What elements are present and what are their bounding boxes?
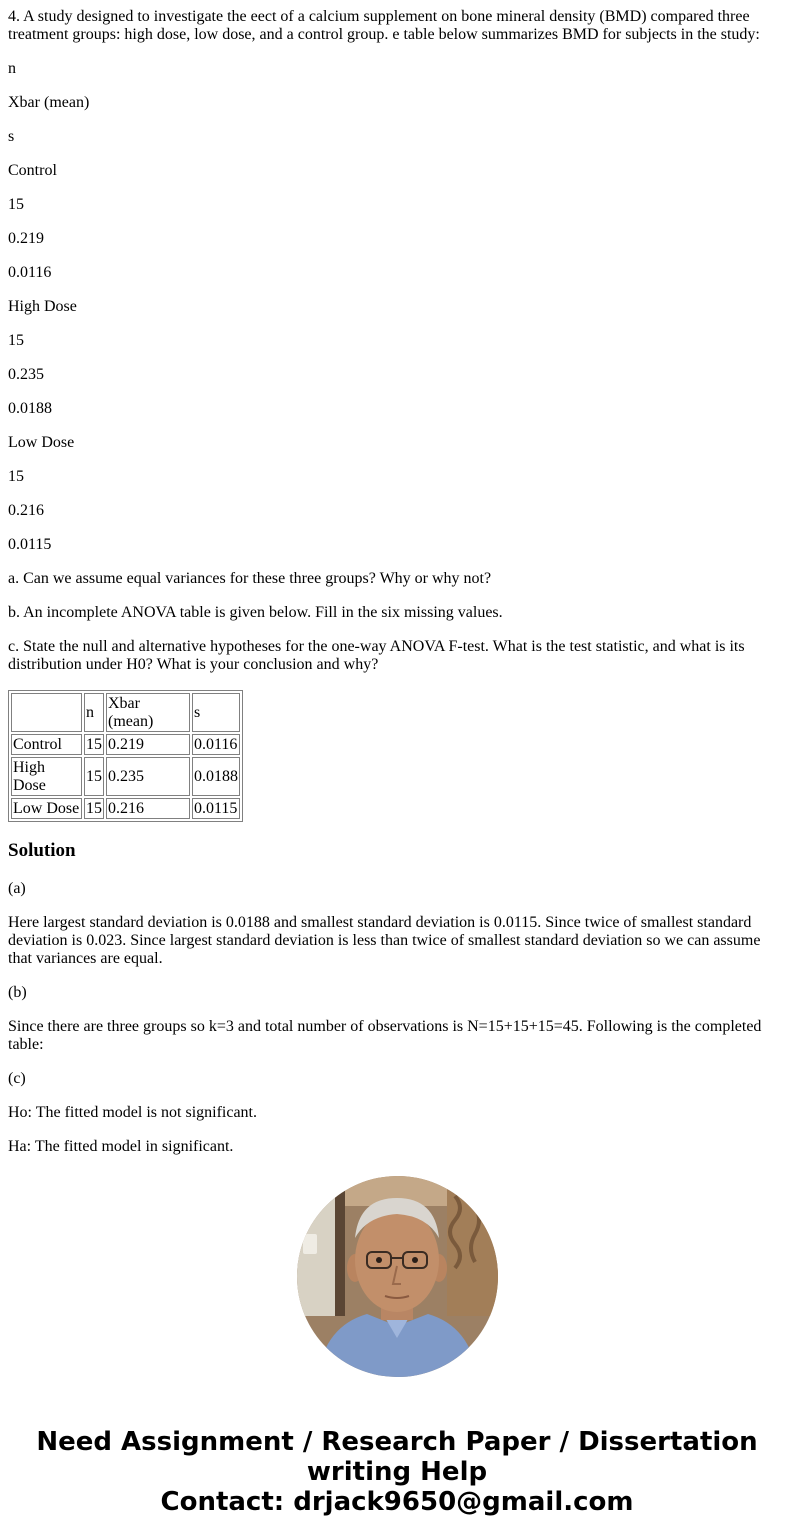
table-header-row: [11, 693, 240, 732]
table-cell: High Dose: [11, 757, 82, 796]
question-intro: 4. A study designed to investigate the eect of a calcium supplement on bone mineral density (BMD) compared three treatment groups: high dose, low dose, and a control group. e table below summarizes BMD for subjects in the study:: [8, 8, 760, 43]
table-cell: 15: [86, 736, 102, 753]
flat-line: 0.216: [8, 502, 44, 519]
table-header-cell: Xbar (mean): [106, 693, 190, 732]
footer-contact-text: Contact: drjack9650@gmail.com: [160, 1487, 634, 1517]
table-cell: 0.219: [106, 734, 190, 755]
table-cell: 0.0115: [192, 798, 240, 819]
table-header-cell: n: [84, 693, 104, 732]
flat-line: 0.0188: [8, 400, 52, 417]
flat-line: 15: [8, 196, 24, 213]
alternative-hypothesis: Ha: The fitted model in significant.: [8, 1138, 234, 1155]
footer-help-text: Need Assignment / Research Paper / Dissertation writing Help: [36, 1427, 758, 1487]
flat-line: Xbar (mean): [8, 94, 90, 111]
flat-line: High Dose: [8, 298, 77, 315]
table-cell: 0.0116: [192, 734, 240, 755]
table-row: [11, 757, 240, 796]
author-photo-container: [0, 1176, 794, 1377]
flat-line: 15: [8, 468, 24, 485]
flat-line: Low Dose: [8, 434, 75, 451]
flat-line: Control: [8, 162, 57, 179]
contact-footer: [0, 1427, 794, 1517]
table-cell: Low Dose: [11, 798, 82, 819]
table-cell: 15: [84, 757, 104, 796]
table-cell: Control: [11, 734, 82, 755]
table-cell: 0.235: [106, 757, 190, 796]
table-header-cell: [11, 693, 82, 732]
null-hypothesis: Ho: The fitted model is not significant.: [8, 1104, 257, 1121]
question-part-b: b. An incomplete ANOVA table is given below. Fill in the six missing values.: [8, 604, 503, 621]
table-cell: 0.216: [106, 798, 190, 819]
solution-heading: Solution: [8, 840, 76, 861]
table-cell: 15: [86, 800, 102, 817]
table-cell: 0.0188: [192, 757, 240, 796]
flat-line: 0.219: [8, 230, 44, 247]
solution-b-text: Since there are three groups so k=3 and total number of observations is N=15+15+15=45. Following is the completed table:: [8, 1018, 762, 1053]
table-header-cell: s: [192, 693, 240, 732]
flat-line: s: [8, 128, 15, 145]
author-photo: [297, 1176, 498, 1377]
question-part-a: a. Can we assume equal variances for these three groups? Why or why not?: [8, 570, 492, 587]
solution-b-label: (b): [8, 984, 27, 1001]
flat-line: n: [8, 60, 16, 77]
question-part-c: c. State the null and alternative hypotheses for the one-way ANOVA F-test. What is the test statistic, and what is its distribution under H0? What is your conclusion and why?: [8, 638, 745, 673]
solution-a-text: Here largest standard deviation is 0.0188 and smallest standard deviation is 0.0115. Since twice of smallest standard deviation is 0.023. Since largest standard deviation is less than twice of smallest standard deviation so we can assume that variances are equal.: [8, 914, 761, 967]
table-row: [11, 734, 240, 755]
flat-line: 0.0116: [8, 264, 52, 281]
solution-a-label: (a): [8, 880, 26, 897]
flat-line: 0.0115: [8, 536, 52, 553]
bmd-summary-table: [8, 690, 243, 822]
table-row: [11, 798, 240, 819]
flat-line: 0.235: [8, 366, 44, 383]
solution-c-label: (c): [8, 1070, 26, 1087]
flat-line: 15: [8, 332, 24, 349]
